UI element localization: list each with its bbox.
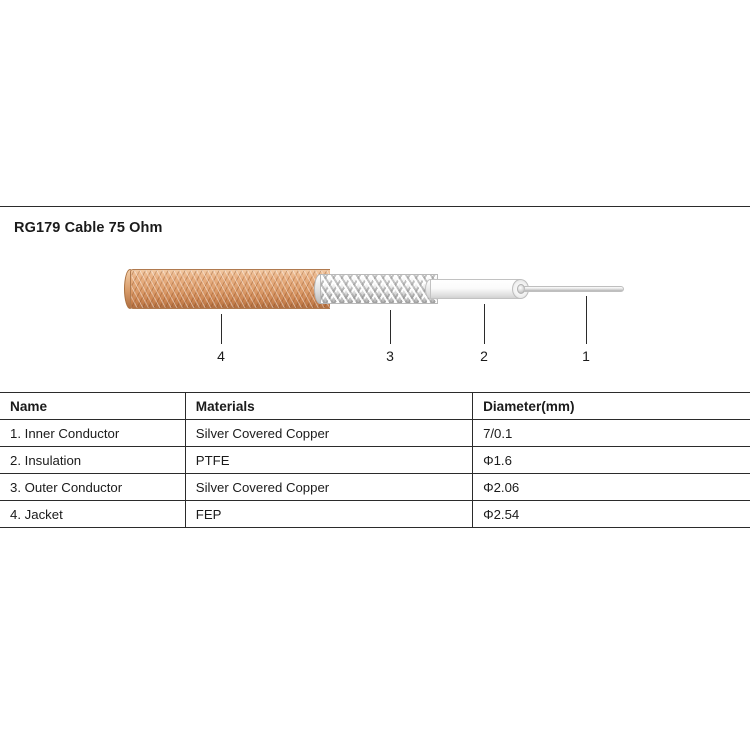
cable-layer-insulation <box>430 279 520 299</box>
callout-label-4: 4 <box>217 348 225 364</box>
cell-name: 3. Outer Conductor <box>0 474 185 501</box>
cell-material: Silver Covered Copper <box>185 420 472 447</box>
cell-material: Silver Covered Copper <box>185 474 472 501</box>
table-row <box>0 447 750 474</box>
cable-cutaway-illustration <box>0 252 750 392</box>
callout-label-2: 2 <box>480 348 488 364</box>
leader-line-3 <box>390 310 391 344</box>
cable-layer-inner-conductor <box>524 286 624 292</box>
callout-label-3: 3 <box>386 348 394 364</box>
cell-name: 4. Jacket <box>0 501 185 528</box>
cable-layer-outer-conductor <box>320 274 438 304</box>
leader-line-1 <box>586 296 587 344</box>
cell-diameter: 7/0.1 <box>473 420 750 447</box>
cell-name: 2. Insulation <box>0 447 185 474</box>
sheet-top-divider <box>0 206 750 207</box>
cable-layer-jacket <box>130 269 330 309</box>
leader-line-4 <box>221 314 222 344</box>
table-row <box>0 420 750 447</box>
cell-diameter: Φ2.06 <box>473 474 750 501</box>
cell-name: 1. Inner Conductor <box>0 420 185 447</box>
table-row <box>0 474 750 501</box>
page-title: RG179 Cable 75 Ohm <box>14 220 163 236</box>
cell-diameter: Φ1.6 <box>473 447 750 474</box>
cell-material: FEP <box>185 501 472 528</box>
diagram-sheet <box>0 206 750 546</box>
specification-table <box>0 392 750 528</box>
column-header-name: Name <box>0 393 185 420</box>
column-header-diameter: Diameter(mm) <box>473 393 750 420</box>
leader-line-2 <box>484 304 485 344</box>
table-header-row <box>0 393 750 420</box>
cell-diameter: Φ2.54 <box>473 501 750 528</box>
table-row <box>0 501 750 528</box>
callout-label-1: 1 <box>582 348 590 364</box>
column-header-materials: Materials <box>185 393 472 420</box>
cell-material: PTFE <box>185 447 472 474</box>
